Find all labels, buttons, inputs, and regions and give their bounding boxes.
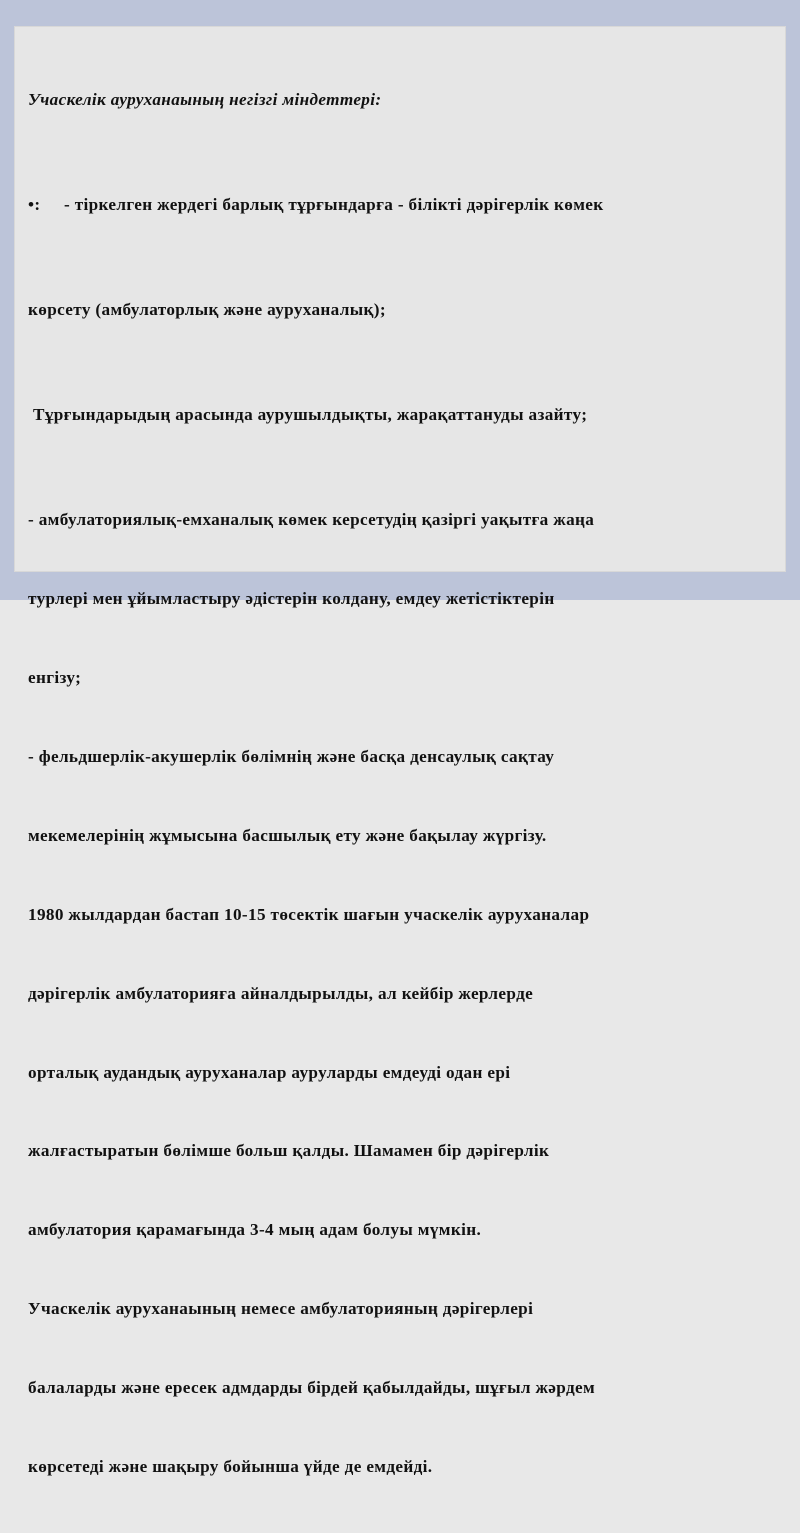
text-line-10: дәрігерлік амбулаторияға айналдырылды, ал кейбір жерлерде (28, 983, 534, 1003)
text-line-2: көрсету (амбулаторлық және ауруханалық); (28, 299, 386, 319)
slide-text (28, 34, 776, 1533)
text-line-3-content: Тұрғындарыдың арасында аурушылдықты, жарақаттануды азайту; (33, 405, 588, 425)
text-line-4: - амбулаториялық-емханалық көмек керсетудің қазіргі уақытға жаңа (28, 510, 595, 530)
left-border-band (0, 0, 14, 600)
bullet-marker: •: (28, 194, 41, 214)
text-line-1 (28, 192, 776, 218)
text-line-5: турлері мен ұйымластыру әдістерін колдану, емдеу жетістіктерін (28, 589, 555, 609)
text-line-13: амбулатория қарамағында 3-4 мың адам болуы мүмкін. (28, 1220, 482, 1240)
text-line-6: енгізу; (28, 668, 82, 688)
text-line-7: - фельдшерлік-акушерлік бөлімнің және басқа денсаулық сақтау (28, 747, 555, 767)
right-border-band (786, 0, 800, 600)
text-line-11: орталық аудандық ауруханалар ауруларды емдеуді одан ері (28, 1062, 511, 1082)
text-line-9: 1980 жылдардан бастап 10-15 төсектік шағын учаскелік ауруханалар (28, 904, 590, 924)
text-line-3 (28, 402, 776, 428)
slide-heading: Учаскелік ауруханаының негізгі міндеттері: (28, 89, 382, 109)
text-line-14: Учаскелік ауруханаының немесе амбулаторияның дәрігерлері (28, 1299, 534, 1319)
text-line-15: балаларды және ересек адмдарды бірдей қабылдайды, шұғыл жәрдем (28, 1378, 596, 1398)
top-border-band (0, 0, 800, 26)
text-line-12: жалғастыратын бөлімше больш қалды. Шамамен бір дәрігерлік (28, 1141, 550, 1161)
text-line-1-content: - тіркелген жердегі барлық тұрғындарға - білікті дәрігерлік көмек (64, 194, 604, 214)
text-line-16: көрсетеді және шақыру бойынша үйде де емдейді. (28, 1457, 433, 1477)
text-line-8: мекемелерінің жұмысына басшылық ету және бақылау жүргізу. (28, 825, 547, 845)
